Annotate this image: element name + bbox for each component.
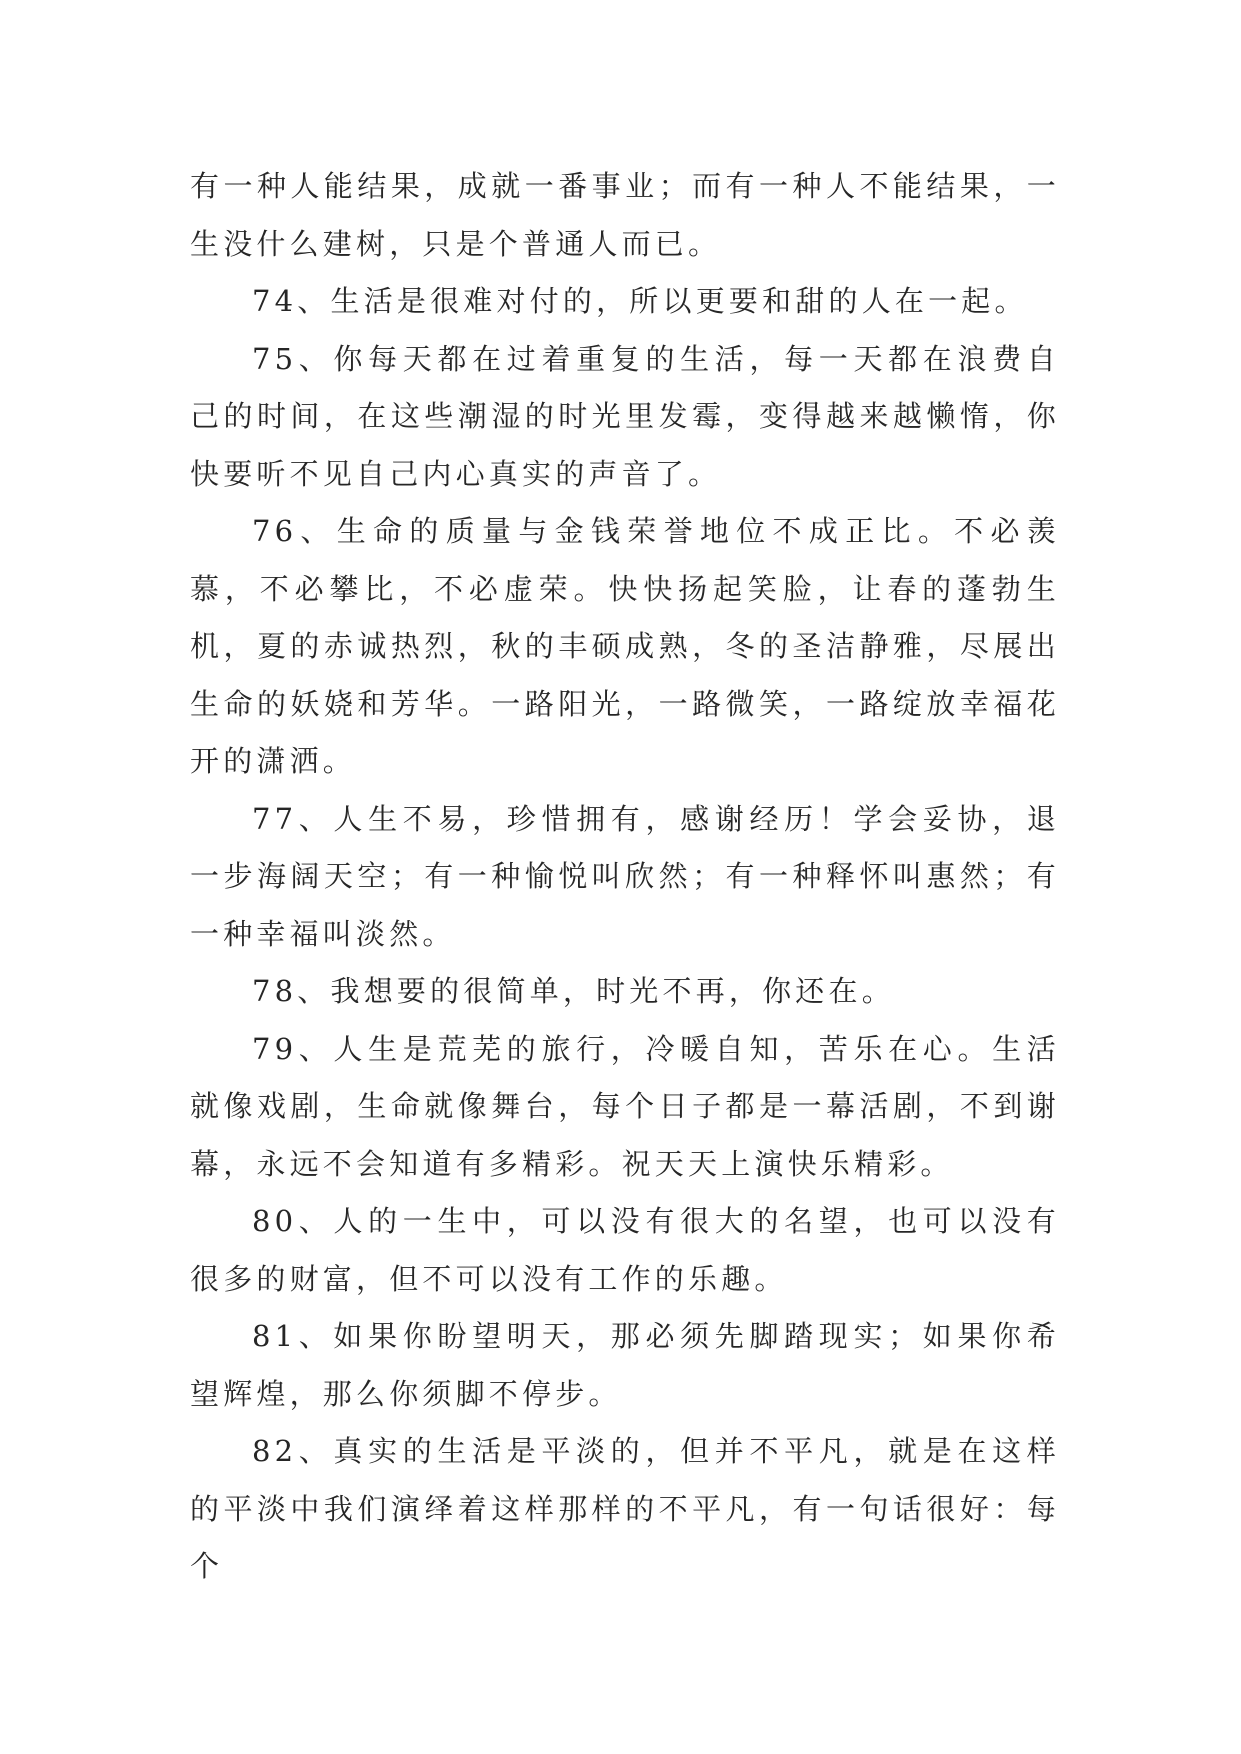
paragraph-item-78: 78、我想要的很简单，时光不再，你还在。: [252, 974, 895, 1008]
document-body: [190, 158, 1060, 1596]
paragraph-item-79: 79、人生是荒芜的旅行，冷暖自知，苦乐在心。生活就像戏剧，生命就像舞台，每个日子都是一幕活剧，不到谢幕，永远不会知道有多精彩。祝天天上演快乐精彩。: [190, 1031, 1060, 1181]
paragraph-item-81: 81、如果你盼望明天，那必须先脚踏现实；如果你希望辉煌，那么你须脚不停步。: [190, 1319, 1060, 1411]
paragraph-item-75: 75、你每天都在过着重复的生活，每一天都在浪费自己的时间，在这些潮湿的时光里发霉，变得越来越懒惰，你快要听不见自己内心真实的声音了。: [190, 341, 1060, 491]
paragraph-item-82: 82、真实的生活是平淡的，但并不平凡，就是在这样的平淡中我们演绎着这样那样的不平凡，有一句话很好：每个: [190, 1434, 1060, 1583]
paragraph-item-74: 74、生活是很难对付的，所以更要和甜的人在一起。: [252, 284, 1028, 318]
paragraph-item-76: 76、生命的质量与金钱荣誉地位不成正比。不必羡慕，不必攀比，不必虚荣。快快扬起笑脸，让春的蓬勃生机，夏的赤诚热烈，秋的丰硕成熟，冬的圣洁静雅，尽展出生命的妖娆和芳华。一路阳光，一路微笑，一路绽放幸福花开的潇洒。: [190, 514, 1060, 778]
paragraph-item-80: 80、人的一生中，可以没有很大的名望，也可以没有很多的财富，但不可以没有工作的乐趣。: [190, 1204, 1060, 1296]
paragraph-continuation: 有一种人能结果，成就一番事业；而有一种人不能结果，一生没什么建树，只是个普通人而已。: [190, 169, 1060, 261]
paragraph-item-77: 77、人生不易，珍惜拥有，感谢经历！学会妥协，退一步海阔天空；有一种愉悦叫欣然；有一种释怀叫惠然；有一种幸福叫淡然。: [190, 801, 1060, 951]
